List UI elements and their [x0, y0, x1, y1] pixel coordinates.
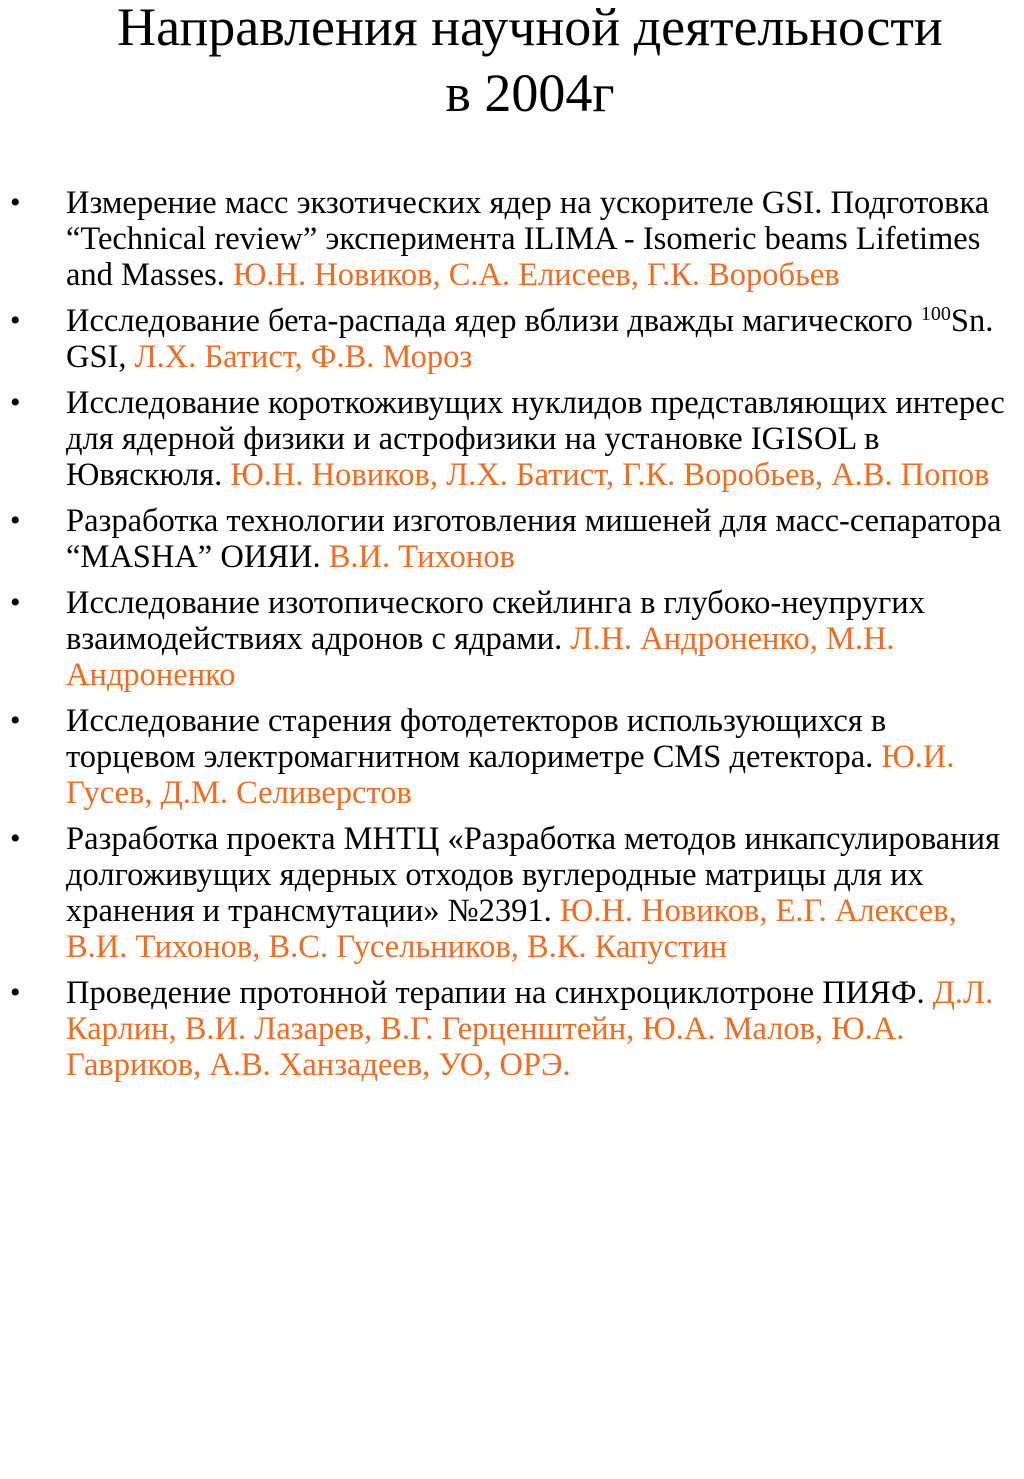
bullet-icon: •	[10, 386, 21, 419]
item-text: Исследование бета-распада ядер вблизи дважды магического	[66, 303, 913, 339]
list-item	[0, 185, 1010, 293]
list-item	[0, 385, 1010, 493]
page-title	[0, 0, 1024, 126]
list-item	[0, 975, 1010, 1083]
bullet-icon: •	[10, 186, 21, 219]
item-authors: Ю.И. Гусев, Д.М. Селиверстов	[66, 739, 955, 811]
list-item	[0, 585, 1010, 693]
bullet-icon: •	[10, 504, 21, 537]
bullet-icon: •	[10, 586, 21, 619]
bullet-icon: •	[10, 976, 21, 1009]
item-authors: Д.Л. Карлин, В.И. Лазарев, В.Г. Герценштейн, Ю.А. Малов, Ю.А. Гавриков, А.В. Ханзадеев, УО, ОРЭ.	[66, 975, 994, 1083]
item-text: Проведение протонной терапии на синхроциклотроне ПИЯФ.	[66, 975, 925, 1011]
item-authors: Ю.Н. Новиков, Л.Х. Батист, Г.К. Воробьев, А.В. Попов	[230, 457, 990, 493]
item-text: Измерение масс экзотических ядер на ускорителе GSI. Подготовка “Technical review” эксперимента ILIMA - Isomeric beams Lifetimes and Masses.	[66, 185, 990, 293]
item-text: Исследование изотопического скейлинга в глубоко-неупругих взаимодействиях адронов с ядрами.	[66, 585, 925, 657]
item-authors: Л.Н. Андроненко, М.Н. Андроненко	[66, 621, 895, 693]
page-title-line-2: в 2004г	[445, 63, 615, 123]
isotope-mass-number: 100	[920, 303, 951, 325]
list-item	[0, 303, 1010, 375]
bullet-icon: •	[10, 304, 21, 337]
list-item	[0, 503, 1010, 575]
list-item	[0, 703, 1010, 811]
list-item	[0, 821, 1010, 965]
item-text: Разработка технологии изготовления мишеней для масс-сепаратора “MASHA” ОИЯИ.	[66, 503, 1002, 575]
item-authors: В.И. Тихонов	[328, 539, 515, 575]
research-list	[0, 185, 1010, 1093]
item-authors: Ю.Н. Новиков, Е.Г. Алексев, В.И. Тихонов, В.С. Гусельников, В.К. Капустин	[66, 893, 957, 965]
bullet-icon: •	[10, 704, 21, 737]
item-text-continued: Sn. GSI,	[66, 303, 994, 375]
item-text: Исследование короткоживущих нуклидов представляющих интерес для ядерной физики и астрофизики на установке IGISOL в Ювяскюля.	[66, 385, 1005, 493]
item-text: Исследование старения фотодетекторов использующихся в торцевом электромагнитном калориметре CMS детектора.	[66, 703, 887, 775]
bullet-icon: •	[10, 822, 21, 855]
page-title-line-1: Направления научной деятельности	[117, 0, 943, 57]
item-authors: Л.Х. Батист, Ф.В. Мороз	[134, 339, 473, 375]
item-authors: Ю.Н. Новиков, С.А. Елисеев, Г.К. Воробьев	[233, 257, 840, 293]
item-text: Разработка проекта МНТЦ «Разработка методов инкапсулирования долгоживущих ядерных отходов вуглеродные матрицы для их хранения и трансмутации» №2391.	[66, 821, 1000, 929]
